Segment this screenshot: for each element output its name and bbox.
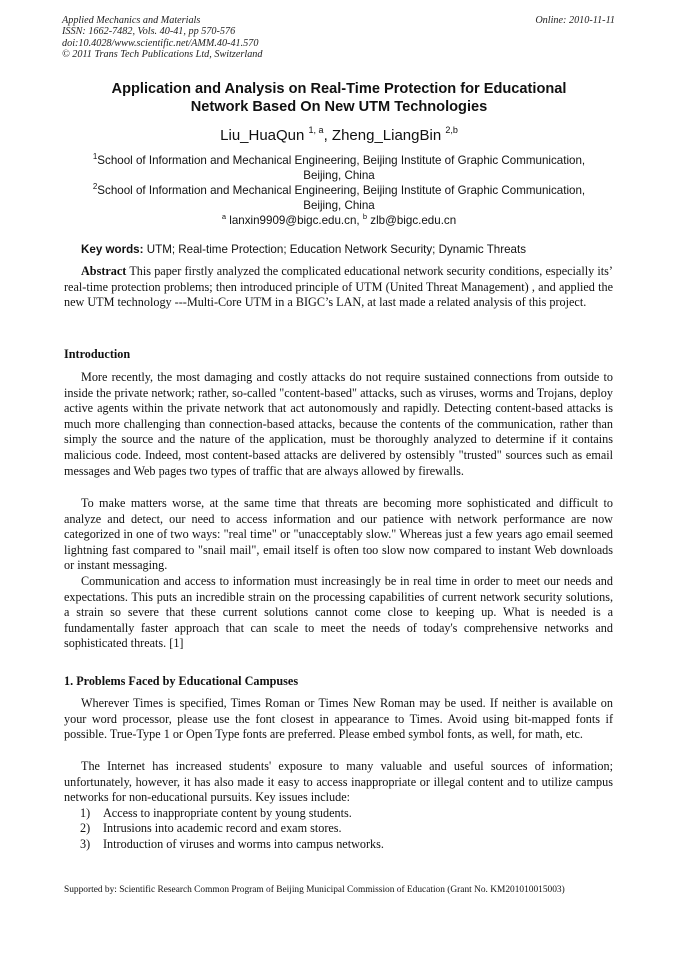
- affiliation-1-line-1: School of Information and Mechanical Engineering, Beijing Institute of Graphic Communication,: [97, 154, 586, 167]
- list-item: [80, 806, 610, 821]
- author-2: Zheng_LiangBin: [331, 127, 442, 144]
- online-date: Online: 2010-11-11: [535, 15, 615, 26]
- affiliation-2-line-1: School of Information and Mechanical Engineering, Beijing Institute of Graphic Communication,: [97, 184, 586, 197]
- affiliation-2: [40, 183, 638, 213]
- affiliation-2-line-2: Beijing, China: [303, 199, 375, 213]
- author-separator: ,: [323, 127, 328, 144]
- abstract: [64, 264, 613, 311]
- abstract-text: This paper firstly analyzed the complicated educational network security conditions, especially its’ real-time protection problems; then introduced principle of UTM (United Threat Management) , and applied the new UTM technology ---Multi-Core UTM in a BIGC’s LAN, at last made a related analysis of this project.: [64, 264, 613, 310]
- section-1-heading: 1. Problems Faced by Educational Campuses: [64, 674, 299, 688]
- abstract-label: Abstract: [81, 264, 127, 278]
- list-item-number: 3): [80, 836, 91, 851]
- journal-name: Applied Mechanics and Materials: [62, 15, 201, 26]
- author-2-marker: 2,b: [445, 125, 458, 135]
- affiliation-1-line-2: Beijing, China: [303, 169, 375, 183]
- intro-paragraph-3: Communication and access to information must increasingly be in real time in order to meet our needs and expectations. This puts an incredible strain on the processing capabilities of current network security solutions, a strain so severe that these current solutions cannot come close to keeping up. What is needed is a fundamentally faster approach that can scale to meet the needs of today's comprehensive networks and sophisticated threats. [1]: [64, 574, 613, 651]
- email-line: [40, 213, 638, 228]
- email-b-marker: b: [362, 212, 368, 221]
- keywords: [81, 242, 526, 257]
- email-a-marker: a: [221, 212, 227, 221]
- introduction-heading: Introduction: [64, 347, 131, 361]
- author-1-marker: 1, a: [308, 125, 324, 135]
- paper-title: [40, 80, 638, 116]
- affiliation-1: [40, 153, 638, 183]
- keywords-text: UTM; Real-time Protection; Education Network Security; Dynamic Threats: [146, 243, 527, 256]
- author-1: Liu_HuaQun: [220, 127, 305, 144]
- list-item-text: Introduction of viruses and worms into campus networks.: [103, 836, 384, 851]
- issues-list: [80, 806, 610, 852]
- email-b: zlb@bigc.edu.cn: [370, 214, 457, 227]
- title-line-1: Application and Analysis on Real-Time Protection for Educational: [111, 81, 567, 97]
- list-item: [80, 837, 610, 852]
- email-a: lanxin9909@bigc.edu.cn,: [229, 214, 360, 227]
- list-item-text: Access to inappropriate content by young students.: [103, 806, 352, 820]
- doi-line: doi:10.4028/www.scientific.net/AMM.40-41.570: [62, 37, 259, 49]
- issn-line: ISSN: 1662-7482, Vols. 40-41, pp 570-576: [62, 26, 236, 38]
- list-item-number: 1): [80, 806, 91, 820]
- section-1-paragraph-1: Wherever Times is specified, Times Roman or Times New Roman may be used. If neither is available on your word processor, please use the font closest in appearance to Times. Avoid using bit-mapped fonts if possible. True-Type 1 or Open Type fonts are preferred. Please embed symbol fonts, as well, for math, etc.: [64, 696, 613, 742]
- title-line-2: Network Based On New UTM Technologies: [190, 99, 488, 115]
- list-item: [80, 821, 610, 836]
- list-item-text: Intrusions into academic record and exam stores.: [103, 821, 342, 836]
- funding-footnote: Supported by: Scientific Research Common Program of Beijing Municipal Commission of Education (Grant No. KM201010015003): [64, 885, 565, 895]
- copyright-line: © 2011 Trans Tech Publications Ltd, Switzerland: [62, 49, 263, 61]
- section-1-paragraph-2: The Internet has increased students' exposure to many valuable and useful sources of information; unfortunately, however, it has also made it easy to access inappropriate or illegal content and to utilize campus networks for non-educational pursuits. Key issues include:: [64, 759, 613, 805]
- affiliation-2-marker: 2: [92, 182, 98, 191]
- intro-paragraph-2: To make matters worse, at the same time that threats are becoming more sophisticated and difficult to analyze and detect, our need to access information and our patience with network performance are now categorized in one of two ways: "real time" or "unacceptably slow." Whereas just a few years ago email seemed lightning fast compared to "snail mail", email itself is often too slow now compared to instant Web downloads or instant messaging.: [64, 496, 613, 573]
- author-list: [40, 127, 638, 145]
- affiliation-1-marker: 1: [92, 152, 98, 161]
- list-item-number: 2): [80, 821, 91, 836]
- journal-header: [62, 15, 262, 61]
- keywords-label: Key words:: [81, 243, 144, 256]
- intro-paragraph-1: More recently, the most damaging and costly attacks do not require sustained connections from outside to inside the private network; rather, so-called "content-based" attacks, such as viruses, worms and Trojans, deploy active agents within the private network that act autonomously and rapidly. Detecting content-based attacks is much more challenging than connection-based attacks, because the contents of the communication, rather than simply the source and the nature of the application, must be thoroughly analyzed to determine if it contains malicious code. Indeed, most content-based attacks are delivered by ostensibly "trusted" sources such as email messages and Web pages two types of traffic that are always allowed by firewalls.: [64, 370, 613, 478]
